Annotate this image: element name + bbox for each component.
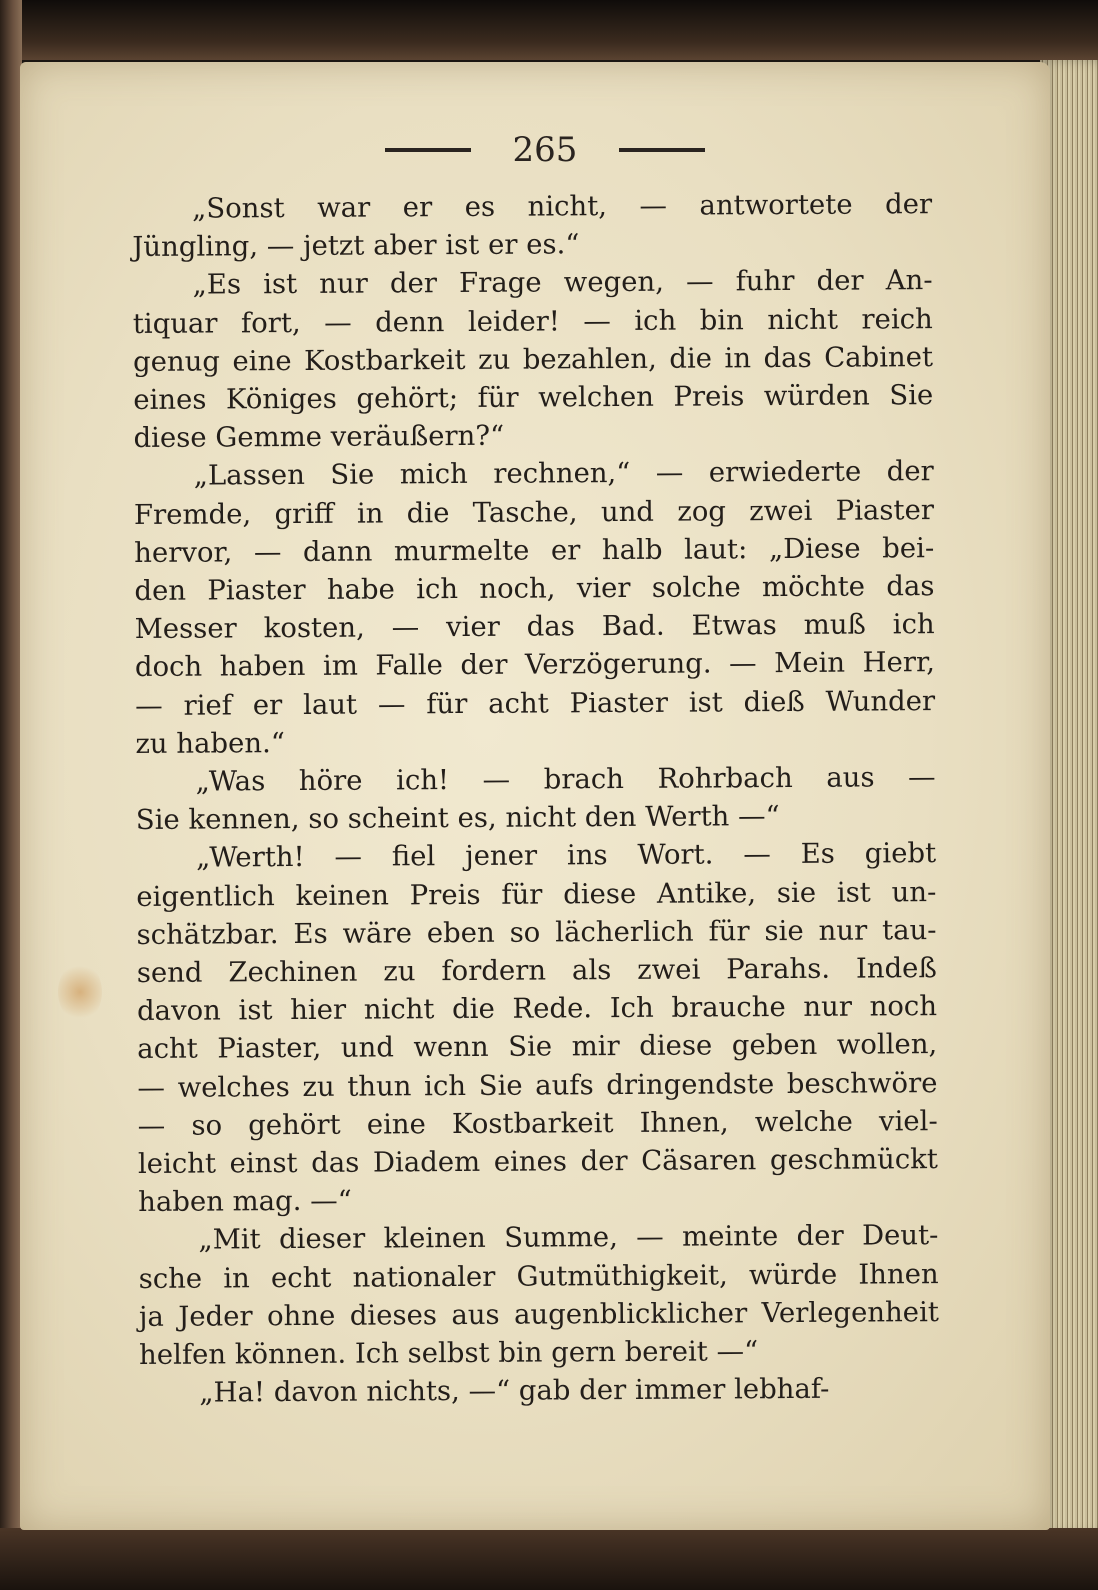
body-text xyxy=(132,185,940,1510)
text-line: „Sonst war er es nicht, — antwortete der xyxy=(192,188,933,225)
text-line: „Es ist nur der Frage wegen, — fuhr der An- xyxy=(192,264,933,302)
text-line: eigentlich keinen Preis für diese Antike, sie ist un- xyxy=(136,875,937,913)
text-line: leicht einst das Diadem eines der Cäsaren geschmückt xyxy=(137,1143,939,1181)
text-line: „Mit dieser kleinen Summe, — meinte der Deut- xyxy=(198,1219,939,1257)
text-line: — so gehört eine Kostbarkeit Ihnen, welche viel- xyxy=(137,1104,938,1142)
text-line: genug eine Kostbarkeit zu bezahlen, die in das Cabinet xyxy=(132,340,934,378)
book-cover-top xyxy=(0,0,1098,60)
paragraph xyxy=(139,1369,939,1412)
paragraph xyxy=(136,835,938,1222)
text-line: sche in echt nationaler Gutmüthigkeit, würde Ihnen xyxy=(138,1257,939,1295)
text-line: hervor, — dann murmelte er halb laut: „Diese bei- xyxy=(134,531,935,569)
text-line: — welches zu thun ich Sie aufs dringendste beschwöre xyxy=(137,1066,938,1104)
text-line: Messer kosten, — vier das Bad. Etwas muß ich xyxy=(134,608,935,646)
page-header xyxy=(385,128,705,172)
text-line: acht Piaster, und wenn Sie mir diese geben wollen, xyxy=(137,1028,938,1066)
text-line: ja Jeder ohne dieses aus augenblicklicher Verlegenheit xyxy=(138,1295,939,1333)
text-line: tiquar fort, — denn leider! — ich bin nicht reich xyxy=(132,302,933,340)
text-line: zu haben.“ xyxy=(135,726,285,760)
text-line: „Ha! davon nichts, —“ gab der immer lebhaf- xyxy=(199,1373,830,1409)
text-line: diese Gemme veräußern?“ xyxy=(133,419,505,455)
text-line: davon ist hier nicht die Rede. Ich brauche nur noch xyxy=(136,990,938,1028)
text-line: „Lassen Sie mich rechnen,“ — erwiederte der xyxy=(193,455,934,493)
text-line: Fremde, griff in die Tasche, und zog zwei Piaster xyxy=(133,493,935,531)
text-line: — rief er laut — für acht Piaster ist dieß Wunder xyxy=(135,684,936,722)
text-line: haben mag. —“ xyxy=(138,1184,352,1219)
text-line: schätzbar. Es wäre eben so lächerlich für sie nur tau- xyxy=(136,913,937,951)
text-line: Jüngling, — jetzt aber ist er es.“ xyxy=(132,228,580,264)
paragraph xyxy=(138,1217,939,1375)
header-rule-left xyxy=(385,148,471,152)
book-spine-edge xyxy=(0,0,22,1590)
header-rule-right xyxy=(619,148,705,152)
text-line: „Werth! — fiel jener ins Wort. — Es giebt xyxy=(195,837,937,875)
page-number: 265 xyxy=(512,130,578,170)
book-cover-bottom xyxy=(0,1528,1098,1590)
text-line: „Was höre ich! — brach Rohrbach aus — xyxy=(195,761,936,798)
text-line: helfen können. Ich selbst bin gern bereit —“ xyxy=(139,1335,759,1372)
paragraph xyxy=(134,453,936,764)
paragraph xyxy=(132,185,932,266)
text-line: den Piaster habe ich noch, vier solche möchte das xyxy=(134,570,935,608)
paragraph xyxy=(132,262,933,458)
paper-stain xyxy=(58,962,102,1022)
paragraph xyxy=(136,758,936,839)
text-line: eines Königes gehört; für welchen Preis würden Sie xyxy=(133,379,934,417)
text-line: Sie kennen, so scheint es, nicht den Werth —“ xyxy=(135,800,780,837)
text-line: send Zechinen zu fordern als zwei Parahs. Indeß xyxy=(136,952,937,990)
text-line: doch haben im Falle der Verzögerung. — Mein Herr, xyxy=(134,646,935,684)
